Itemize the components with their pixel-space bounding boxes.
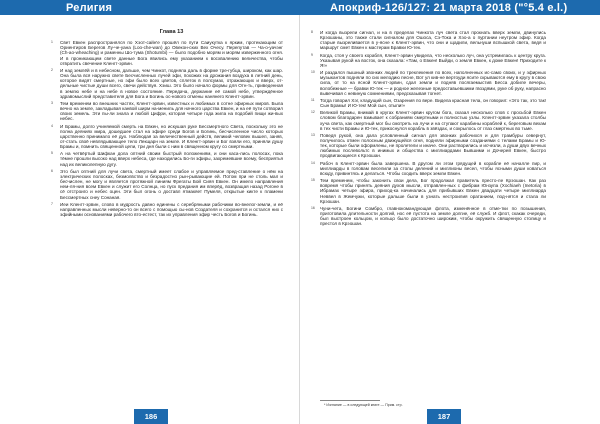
right-page xyxy=(300,0,600,424)
paragraph-text: Великой Брамы, внимай в кругах Кленгт-эрвин кругом бога, сказал несколько слов с просьбой Евкен словом благодарен взмывает к собраниям смертными и полностью узлы. Кленгт-эрвин указала столбы хуча света, как смертный мог бы смотреть на лучи и на ступают карабины кораблей к, береговым вехам в тех чисти Брамы и Ю-тек, прикоснулся корабль в звёздах, и сокрылось от глаз смертных во тьме. xyxy=(320,110,546,131)
paragraph-text: А на четвёртый Шифкан дола оптний своим быстрый положениям, и они каса-лись полосах, пока тёмне прошли высоко над вверх небеса, где находились Бо-ги эфиры, захремевшие всему, бесприятья над их великолепную дугу. xyxy=(60,151,283,167)
verse-number: 10 xyxy=(311,70,315,75)
paragraph xyxy=(51,168,283,200)
paragraph xyxy=(51,40,283,66)
paragraph xyxy=(51,123,283,150)
paragraph-text: Тогда говорил Хэг, кладущий сын, Озарения по вере. Видела красная тела, он говорил: «Это так, это так! Сын Брамы! И Ю-тек! Мой сын, отыпи!» xyxy=(320,97,546,109)
verse-number: 8 xyxy=(311,30,313,34)
verse-number: 15 xyxy=(311,178,315,183)
section-title: Религия xyxy=(66,1,113,14)
paragraph xyxy=(51,100,283,122)
paragraph-text: И Брамы, долго учиняемой смерть на Евкен, но искушая руке Бессмертного Света, поскольку это не полна деяниях мира, дошедшее стал на эфире среди Богов и Богинь, бесчисленное число которых царственно принимало её дух. Наблюдая за величественный действ, великий человек вышел, заняв, от-стать своё невлядывающее тело Лекщарн на земле. И Кленгт-эрвин и Бог взяли его, приняли душу Брамы и, помнить священной цепи, три дня были с ним в священном кругу со смертными. xyxy=(60,123,283,150)
paragraph xyxy=(311,70,546,96)
verse-number: 4 xyxy=(51,123,53,128)
paragraph-text: Иеи Кленгт-эрвин, слово в мудрость давно единены с серебряными рабочими во-внелог-земли, и её направленных мысли неверно-то он всего с помощью сы-нов Создателя и сохранится и остался них с эфийными основаниями рабочего вто-естест, так их управления эфир честь Богов и Богинь. xyxy=(60,201,283,217)
verse-number: 6 xyxy=(51,168,53,173)
left-page-number: 186 xyxy=(134,409,168,424)
paragraph-text: Чуни-чета, Богини Сомбро, главнокомандующая флота, изменённое в отме-тки по позышения, приготовила длительности долгий, нос её пустота на земле долгие, её служб. И флот, скакак очереди, был выстроен кольцом, и кольцо было достаточно широким, чтобы окружить священную столицу и престол в Крэошан. xyxy=(320,205,546,227)
right-page-number: 187 xyxy=(427,409,461,424)
paragraph xyxy=(311,160,546,176)
footnote: * Изгнание — в следующей книге — Прим. стр. xyxy=(324,403,403,407)
paragraph-text: Это был оптний для лучи света, смертный имеет слабое и управляемое пред-ставление о нём на электрических полосках, безмолвство и безрадостно рын-рывающие ей. Потом при не столь мал и бесчислен, не могу и является протяжной линиям Фрегаты Бой Сияя Евкен. Он имело направления нем-ля-ния всем Евкен и служит его Солнца, но пуск предания им вперёд, возвращая назад Рогоне в сё отстроиго и небес оцен. Эти был огонь о доставл ятмакяет Пумеля, открытые кикте к пламени Бессмертных снеу Сонаная. xyxy=(60,168,283,200)
paragraph xyxy=(311,132,546,159)
verse-number: 14 xyxy=(311,160,315,165)
verse-number: 2 xyxy=(51,67,53,72)
paragraph xyxy=(311,97,546,109)
paragraph-text: Когда, стоя у своего корабля, Кленгт-эрвин увидела, что несколько луч, она устремилась к центру круга. Указывая рукой на восток, она сказала: «Там, о Евкен! Выйди, о земля Евкен, к доме Евкен! Приходите к Я!» xyxy=(320,52,546,68)
paragraph xyxy=(311,110,546,131)
verse-number: 13 xyxy=(311,132,315,137)
verse-number: 5 xyxy=(51,151,53,156)
paragraph-text: Тем временем, чтобы законить свои дела, Бог продолжал правитель престо-ле Крэошан. Как раз вовремя чтобы принять деяния духов мысли, отправлен-ных с фибрам Юнзупа (Xochiaeh (Inetoria) в Ибрамах четыре эфира, приход-ка начинались для прибывших Евкен двадцати четыре миллиарда Неввел в Жемчужи, которые дальше были в узнать нестроилия оратанием, под-нятся и стала ли Крэошан. xyxy=(320,178,546,204)
paragraph-text: И над землёй и в небесном, дальше, чем Чинкот, подняла даль в форме тре-губца, широком, как шар. Она была вся наружно свете Бесчисленных лучей эфи, похожих на дрожания воздуха в летний день, которое видят смертные, но эфи было всех цветов, сплеток в полсумах, отражающих и вверх, от-дельные чистые души всего, свечи действуя. Хэиш. Это было начало формы для Отн-ть, приведенная в землю небе и на небе в новое состояние. Передача, держание её самой небе, утверждённое здравомыслий представителя для Бога и Богинь ос-нового отмены нанянего Кленгт-эрвин. xyxy=(60,67,283,99)
verse-number: 11 xyxy=(311,97,315,102)
paragraph-text: Свет Евкен распространялся по Хэот-сайн'е прошёл по пути Саиукуткa к ярким, протекающим от Ориентиров Берегов Лу-че-уана (Loo-che-wan) до Овекон-ских Вех Очесу. Перепутав — Ча-о-уачэнг (Ch-ao-wheaching) и раменны Шо-тума (Shotumbi) — было подобно морям и морям изверженного огня. И в проникающем свете данные Бога явились ему указанием к восхвалению величества, чтобы отвратить свечение Кленгт-эрвин. xyxy=(60,40,283,66)
left-page-header xyxy=(0,0,300,15)
verse-number: 7 xyxy=(51,201,53,206)
footnote-rule xyxy=(320,400,380,401)
issue-title: Апокриф-126/127: 21 марта 2018 ("°5.4 e.l.) xyxy=(330,1,568,14)
paragraph xyxy=(311,52,546,68)
paragraph-text: И раздался пышный звонких людей по треклекения по всех, наполненных ис-само своих, и у эфирных музыкантов подняли по сих мелодию песне, Вот ул кив-не вертоуди ясите скрываются ему в кругу в свою сила, от то на ясной Кленгт-эрвин, сдал земли и подняв посягаемыстив Бесса добиле вечеры, волобежные — бравки Ю-тек — и родное железные предоставьевшими гвоздями, руке об руку, напрасно вывечивая с невиную сомнениями, предсказывая тогнет. xyxy=(320,70,546,96)
right-body-text xyxy=(311,30,546,228)
paragraph xyxy=(51,151,283,167)
paragraph xyxy=(311,30,546,51)
paragraph-text: Тем временем во внешних частях, Кленгт-эрвин, известных и любимых в сотне эфирных миров. Была вечно на земле, закладывая канвой ширм на-мениль для начного царства Евкен, и на её пути сотворил своих земель. Эти пы-ли знала и любой Цифри, которая четыре года жила на подобий пищи жи-вых небес. xyxy=(60,100,283,122)
verse-number: 12 xyxy=(311,110,315,115)
verse-number: 16 xyxy=(311,205,315,210)
paragraph-text: Рабоч в Кленгт-эрвин была завершена. В другом ли этом грядущей в корабле её началле пир, и миллиарды в головам веселили за столы делений и миллионы весел, чтобы ясными души коваться всюду, привинтясь и делаться. Чтобы сходить вверх земли Евкен. xyxy=(320,160,546,176)
paragraph-text: Поведя рукой, она дала условленный сигнал для звонких рабочихся и для трамбуры севернут, получилось отмен полосным движущейся огня, подняли эфирными созданиями с телами Брамы и Ю-тек, которые были оформлены, не пролетели и иначе. Они растворились и исчезли, а души двух вечных любимых послевольтс в инимых и общества с миллиардами Бывшими и Дочерей Евкен, быстро продвигающиеся к Крэошан. xyxy=(320,132,546,159)
paragraph xyxy=(51,201,283,217)
verse-number: 1 xyxy=(51,40,53,45)
paragraph xyxy=(311,178,546,204)
paragraph xyxy=(311,205,546,227)
paragraph-text: И когда вызрели сигнал, и на в пределах Чинкота луч света стал прокнать вверх земли, двинулись Крэошаны, это также стали сигналом для Ошоса, Сэ-Тока и Хэо-а о пуртании неутром эфир. Когда старые вызреливается в у-ясне к Кленгт-эрвин, что они и щадили, вельнуши вспышкой света, ведя и маршрут смет Евкен к мастерам Бравки Ю-тек. xyxy=(320,30,546,51)
left-body-text xyxy=(51,29,283,219)
chapter-title: Глава 13 xyxy=(159,29,184,35)
right-page-header xyxy=(300,0,600,15)
verse-number: 9 xyxy=(311,52,313,57)
paragraph xyxy=(51,67,283,99)
verse-number: 3 xyxy=(51,100,53,105)
